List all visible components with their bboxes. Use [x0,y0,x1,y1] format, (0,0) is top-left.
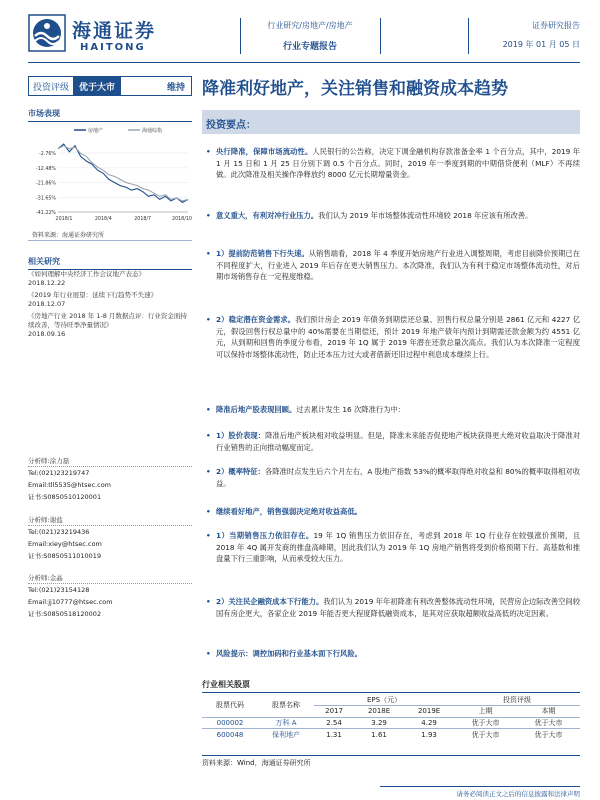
analyst-cert: 证书:S0850518120002 [28,610,102,618]
key-point-paragraph [206,146,580,181]
paragraph-body: 我们认为 2019 年年初降准有利改善整体流动性环境，民营房企边际改善空间较国有房企更大，各家企业 2019 年能否更大程度降低融资成本，是其对应获取超额收益高低的决定因素。 [216,597,580,618]
report-link-title[interactable]: 《2019 年行业展望：延续下行趋势不失速》 [28,291,158,299]
report-link-title[interactable]: 《房地产行业 2018 年 1-8 月数据点评：行业资金面持续改善，等待旺季净量情况》 [28,312,187,329]
stock-name: 万科 A [275,718,297,727]
bullet-icon: • [206,211,211,220]
related-reports-list [28,270,192,342]
key-points-heading: 投资要点： [202,110,580,134]
paragraph-lead: 降准后地产股表现回顾。 [216,405,297,414]
paragraph-body: 降准后地产板块相对收益明显。但是，降准未来能否促使地产板块获得更大绝对收益取决于降准对行业销售的正向推动幅度而定。 [216,431,581,452]
column-header: 股票名称 [272,701,300,710]
analyst-name: 分析师:金晶 [28,573,192,584]
key-point-paragraph [206,530,580,565]
report-title: 降准利好地产，关注销售和融资成本趋势 [202,79,508,99]
bullet-icon: • [206,531,211,540]
key-point-paragraph [206,506,580,518]
paragraph-body: 从销售端看，2018 年 4 季度开始房地产行业进入调整周期，考虑目前降价预期已在不同程度扩大，行业进入 2019 年后存在更大销售压力。本次降准，我们认为有利于稳定市场整体流动性，对后期市场销售存在一定程度维稳。 [216,249,581,282]
paragraph-lead: 意义重大，有利对冲行业压力。 [216,211,319,220]
eps-2019e: 4.29 [421,718,437,727]
y-tick-label: -41.22% [35,211,56,216]
paragraph-body: 人民银行的公告称，决定下调金融机构存款准备金率 1 个百分点，其中，2019 年 1 月 15 日和 1 月 25 日分别下调 0.5 个百分点。同时，2019 年一季度到期的中期借贷便利（MLF）不再续做。此次降准及相关操作净释放约 8000 亿元长期增量资金。 [216,147,580,180]
logo-english-name: HAITONG [80,42,146,53]
header-rule [28,62,580,63]
series-line [58,146,188,201]
column-header: 投资评级 [454,694,580,706]
paragraph-body: 19 年 1Q 销售压力依旧存在，考虑到 2018 年 1Q 行业存在较强涨价预期，且 2018 年 4Q 属开发商的推盘高峰期，因此我们认为 2019 年 1Q 房地产销售将受到价格预期下行、高基数和推盘量下行三重影响，从而承受较大压力。 [216,531,580,564]
header-divider [468,18,469,54]
header-divider [240,18,241,54]
analyst-name: 分析师:涂力磊 [28,456,192,467]
analyst-email[interactable]: Email:tll5535@htsec.com [28,481,112,489]
column-header: 2017 [325,707,343,716]
x-tick-label: 2018/4 [94,217,112,222]
table-source: 资料来源：Wind，海通证券研究所 [202,759,311,767]
stocks-table-title: 行业相关股票 [202,680,250,689]
column-header: 2018E [367,707,391,716]
column-header: 上期 [478,707,493,716]
report-date: 2018.12.07 [28,300,66,308]
bullet-icon: • [206,315,211,324]
rating-current: 优于大市 [534,718,563,727]
rating-value: 优于大市 [73,77,121,95]
analyst-card [28,515,192,562]
paragraph-lead: 风险提示：调控加码和行业基本面下行风险。 [216,649,362,658]
x-tick-label: 2018/1 [55,217,73,222]
rating-prev: 优于大市 [471,718,500,727]
paragraph-lead: 继续看好地产，销售强弱决定绝对收益高低。 [216,507,362,516]
table-row [202,717,580,729]
paragraph-lead: 1）提前防范销售下行失速。 [216,249,309,258]
eps-2019e: 1.93 [421,730,437,739]
paragraph-body: 各降准时点发生后六个月左右，A 股地产指数 53%的概率取得绝对收益和 80%的概率取得相对收益。 [216,467,581,488]
paragraph-body: 我们预计房企 2019 年债务到期偿还总量、回售行权总量分别是 2861 亿元和 4227 亿元，假设回售行权总量中的 40%需要在当期偿还，预计 2019 年地产债年内预计到期需还款金额为约 4551 亿元，从到期和回售的季度分布看，2019 年 1Q 属于 2019 年潜在还款总量次高点。我们认为本次降准一定程度可以保持市场整体流动性，防止还本压力过大或者借新还旧过程中利息成本继续上行。 [216,315,581,359]
stock-code: 000002 [216,718,244,727]
logo-chinese-name: 海通证券 [72,20,157,42]
analyst-cert: 证书:S0850510120001 [28,493,102,501]
analyst-tel: Tel:(021)23154128 [28,586,90,594]
analyst-card [28,573,192,620]
report-tag: 证券研究报告 [532,21,580,30]
rating-label: 投资评级 [33,82,70,93]
list-item[interactable] [28,312,192,339]
eps-2018e: 1.61 [371,730,387,739]
bullet-icon: • [206,649,211,658]
report-header [0,0,600,70]
rating-current: 优于大市 [534,730,563,739]
eps-2018e: 3.29 [371,718,387,727]
bullet-icon: • [206,147,211,156]
bullet-icon: • [206,597,211,606]
industry-category: 行业研究/房地产/房地产 [267,21,353,30]
market-performance-chart [28,124,192,226]
header-divider [380,18,381,54]
footer-disclaimer: 请务必阅读正文之后的信息披露和法律声明 [380,786,580,798]
key-point-paragraph [206,248,580,283]
y-tick-label: -2.76% [39,151,56,157]
stock-code: 600048 [216,730,244,739]
legend-label: 海通综指 [142,128,163,134]
y-tick-label: -21.86% [35,181,56,187]
report-link-title[interactable]: 《如何理解中央经济工作会议地产表态》 [28,270,145,278]
related-research-heading: 相关研究 [28,256,192,270]
eps-2017: 1.31 [326,730,342,739]
y-tick-label: -31.65% [35,196,56,202]
paragraph-lead: 央行降准，保障市场流动性。 [216,147,313,156]
paragraph-lead: 2）稳定潜在资金需求。 [216,315,296,324]
header-middle [250,20,370,52]
analyst-email[interactable]: Email:jj10777@htsec.com [28,598,113,606]
bullet-icon: • [206,431,211,440]
analyst-tel: Tel:(021)23219436 [28,528,90,536]
bullet-icon: • [206,507,211,516]
paragraph-body: 我们认为 2019 年市场整体流动性环境较 2018 年应该有所改善。 [318,211,533,220]
analyst-cert: 证书:S0850511010019 [28,552,102,560]
x-tick-label: 2018/10 [172,217,192,222]
list-item[interactable] [28,270,192,288]
legend-label: 房地产 [88,128,104,134]
report-date: 2019 年 01 月 05 日 [502,40,580,49]
stock-name: 保利地产 [272,730,300,739]
column-header: 本期 [541,707,556,716]
table-rule [202,755,580,756]
company-logo [28,14,168,56]
y-tick-label: -12.48% [35,166,56,172]
analyst-email[interactable]: Email:xiey@htsec.com [28,540,102,548]
paragraph-lead: 1）股价表现： [216,431,266,440]
haitong-emblem-icon [28,14,66,52]
rating-prev: 优于大市 [471,730,500,739]
key-point-paragraph [206,210,580,222]
key-point-paragraph [206,596,580,619]
column-header: EPS（元） [314,694,454,706]
paragraph-lead: 1）当期销售压力依旧存在。 [216,531,314,540]
related-stocks-table [202,694,580,740]
bullet-icon: • [206,467,211,476]
paragraph-lead: 2）关注民企融资成本下行能力。 [216,597,324,606]
column-header: 2019E [417,707,441,716]
key-point-paragraph [206,648,580,660]
header-right [470,20,580,50]
analyst-tel: Tel:(021)23219747 [28,469,90,477]
key-point-paragraph [206,430,580,453]
paragraph-body: 过去累计发生 16 次降准行为中： [296,405,406,414]
x-tick-label: 2018/7 [134,217,152,222]
list-item[interactable] [28,291,192,309]
table-row [202,729,580,741]
table-rule [202,692,580,693]
key-point-paragraph [206,404,580,416]
table-header-row [202,694,580,706]
analyst-card [28,456,192,503]
bullet-icon: • [206,249,211,258]
chart-source: 资料来源：海通证券研究所 [32,232,105,239]
eps-2017: 2.54 [326,718,342,727]
report-date: 2018.09.16 [28,330,66,338]
sidebar-divider [28,240,192,241]
rating-change: 维持 [166,82,185,93]
analyst-name: 分析师:谢盐 [28,515,192,526]
key-point-paragraph [206,466,580,489]
bullet-icon: • [206,405,211,414]
column-header: 股票代码 [216,701,244,710]
market-performance-heading: 市场表现 [28,108,192,122]
paragraph-lead: 2）概率特征： [216,467,265,476]
report-date: 2018.12.22 [28,279,66,287]
key-point-paragraph [206,314,580,360]
investment-rating [28,76,192,96]
report-type: 行业专题报告 [282,42,337,52]
